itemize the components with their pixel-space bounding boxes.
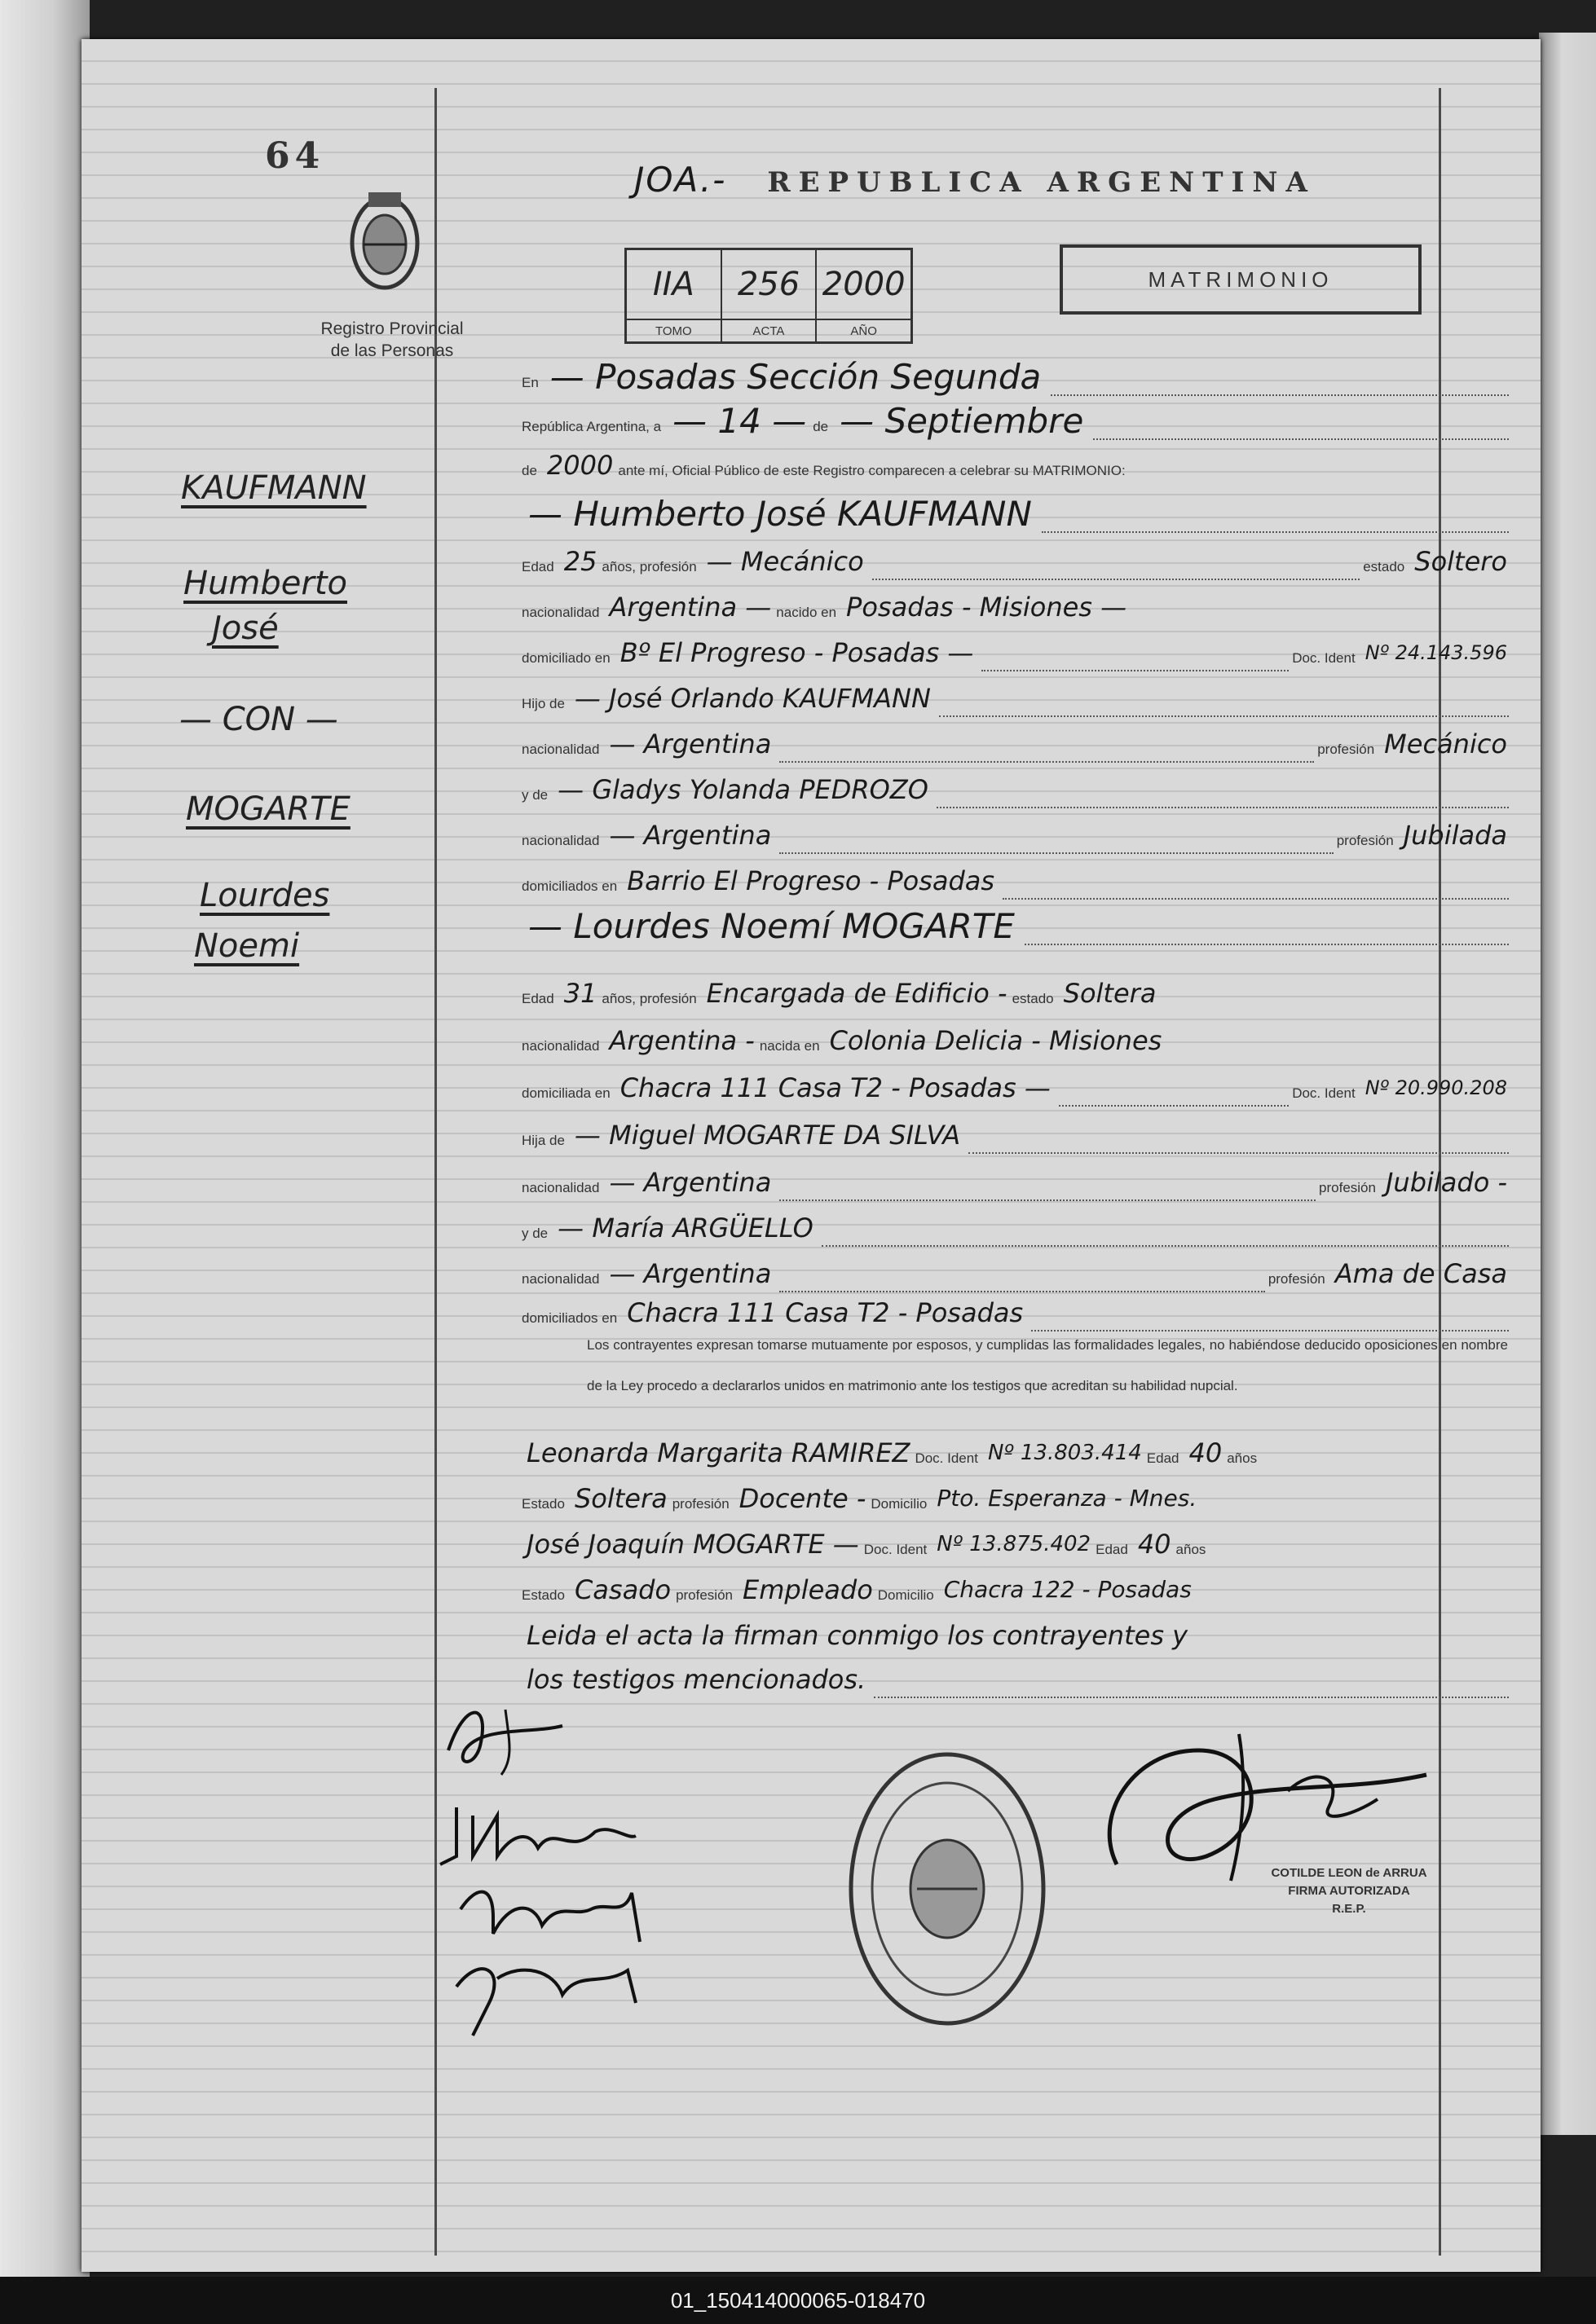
- republica-label: República Argentina, a: [522, 419, 662, 434]
- witness1-address: Pto. Esperanza - Mnes.: [937, 1485, 1197, 1512]
- row-year: [522, 447, 1512, 484]
- margin-bride-surname: MOGARTE: [186, 790, 351, 828]
- domicilio-label: Domicilio: [871, 1496, 928, 1512]
- row-bride-nationality: [522, 1022, 1512, 1059]
- row-bride-address: [522, 1069, 1512, 1107]
- footer-code: 01_150414000065-018470: [0, 2277, 1596, 2324]
- registry-line-2: de las Personas: [330, 341, 454, 360]
- witness2-address: Chacra 122 - Posadas: [943, 1576, 1192, 1603]
- bride-profession: Encargada de Edificio -: [706, 978, 1007, 1009]
- bride-doc: Nº 20.990.208: [1365, 1076, 1507, 1099]
- fill-line: [822, 1235, 1509, 1247]
- fill-line: [968, 1142, 1509, 1154]
- tomo-value: IIA: [627, 250, 721, 320]
- row-witness1: [522, 1434, 1512, 1472]
- month-value: — Septiembre: [840, 401, 1084, 441]
- row-closing-1: [522, 1617, 1512, 1654]
- margin-connector: — CON —: [179, 701, 338, 738]
- row-groom-address: [522, 634, 1512, 671]
- fill-line: [1059, 1095, 1289, 1107]
- estado-label: estado: [1363, 559, 1405, 574]
- yde-label: y de: [522, 1226, 549, 1241]
- doc-label: Doc. Ident: [915, 1450, 978, 1466]
- registry-line-1: Registro Provincial: [320, 319, 464, 338]
- domicilio-label: Domicilio: [877, 1587, 934, 1603]
- row-groom-age: [522, 543, 1512, 580]
- nacionalidad-label: nacionalidad: [522, 605, 600, 620]
- domicilio-label: domiciliado en: [522, 650, 611, 666]
- witness1-estado: Soltera: [574, 1483, 668, 1514]
- coat-of-arms-icon: [344, 186, 425, 300]
- witness2-doc: Nº 13.875.402: [937, 1532, 1091, 1556]
- margin-groom-second: José: [212, 610, 279, 647]
- row-groom-father-nat: [522, 725, 1512, 763]
- groom-mother-profession: Jubilada: [1403, 820, 1507, 851]
- margin-bride-first: Lourdes: [200, 877, 330, 914]
- witness2-estado: Casado: [574, 1574, 672, 1605]
- bride-birthplace: Colonia Delicia - Misiones: [829, 1025, 1162, 1056]
- declaration-text: Los contrayentes expresan tomarse mutuamente por esposos, y cumplidas las formalidades legales, no habiéndose deducido oposiciones en nombre de la Ley procedo a declararlos unidos en matrimonio ante los testigos que acreditan su habilidad nupcial.: [587, 1337, 1508, 1393]
- doc-label: Doc. Ident: [863, 1542, 928, 1557]
- signature-2-icon: [432, 1799, 644, 1873]
- nacionalidad-label: nacionalidad: [522, 833, 600, 848]
- groom-age: 25: [563, 546, 597, 577]
- nacionalidad-label: nacionalidad: [522, 1180, 600, 1195]
- bride-parents-address: Chacra 111 Casa T2 - Posadas: [627, 1297, 1024, 1328]
- nacido-label: nacido en: [776, 605, 837, 620]
- ano-value: 2000: [817, 250, 910, 320]
- fill-line: [937, 797, 1509, 808]
- domiciliados-label: domiciliados en: [522, 878, 618, 894]
- row-groom-mother-nat: [522, 816, 1512, 854]
- groom-father: — José Orlando KAUFMANN: [574, 683, 931, 714]
- header-title: REPUBLICA ARGENTINA: [767, 166, 1316, 199]
- profesion-label: profesión: [676, 1587, 733, 1603]
- year-value: 2000: [546, 450, 614, 481]
- register-page: [82, 39, 1541, 2272]
- bride-nationality: Argentina -: [609, 1025, 755, 1056]
- row-bride-mother-nat: [522, 1255, 1512, 1292]
- estado-label: estado: [1012, 991, 1054, 1006]
- profesion-label: profesión: [1336, 833, 1394, 848]
- year-prefix: de: [522, 463, 537, 478]
- witness2-age: 40: [1137, 1529, 1171, 1560]
- record-type-box: MATRIMONIO: [1060, 244, 1422, 315]
- profesion-label: profesión: [1319, 1180, 1376, 1195]
- profesion-label: profesión: [672, 1496, 730, 1512]
- bride-mother-nationality: — Argentina: [609, 1258, 772, 1289]
- groom-mother-nationality: — Argentina: [609, 820, 772, 851]
- fill-line: [1003, 888, 1509, 900]
- witness1-profession: Docente -: [738, 1483, 866, 1514]
- domicilio-label: domiciliada en: [522, 1085, 611, 1101]
- bride-father-profession: Jubilado -: [1385, 1167, 1507, 1198]
- anos-label: años: [1227, 1450, 1258, 1466]
- edad-label: Edad: [522, 991, 554, 1006]
- bride-father: — Miguel MOGARTE DA SILVA: [574, 1120, 961, 1151]
- closing-line-2: los testigos mencionados.: [527, 1664, 866, 1695]
- groom-father-nationality: — Argentina: [609, 728, 772, 759]
- bride-mother-profession: Ama de Casa: [1334, 1258, 1507, 1289]
- groom-parents-address: Barrio El Progreso - Posadas: [627, 865, 995, 896]
- fill-line: [1093, 429, 1509, 440]
- witness2-profession: Empleado: [743, 1574, 873, 1605]
- row-date: [522, 403, 1512, 440]
- bride-address: Chacra 111 Casa T2 - Posadas —: [619, 1072, 1051, 1103]
- groom-mother: — Gladys Yolanda PEDROZO: [558, 774, 928, 805]
- ano-cell: [817, 250, 910, 341]
- hijo-label: Hijo de: [522, 696, 565, 711]
- appear-text: ante mí, Oficial Público de este Registro comparecen a celebrar su MATRIMONIO:: [618, 463, 1126, 478]
- fill-line: [779, 843, 1333, 854]
- hija-label: Hija de: [522, 1133, 565, 1148]
- doc-label: Doc. Ident: [1292, 650, 1356, 666]
- document-header: [628, 161, 1316, 199]
- groom-address: Bº El Progreso - Posadas —: [619, 637, 974, 668]
- margin-groom-surname: KAUFMANN: [181, 469, 367, 507]
- bride-age: 31: [563, 978, 597, 1009]
- edad-label: Edad: [1096, 1542, 1128, 1557]
- witness1-age: 40: [1188, 1437, 1223, 1468]
- bride-mother: — María ARGÜELLO: [558, 1213, 813, 1243]
- fill-line: [779, 1281, 1265, 1292]
- row-witness2-detail: [522, 1571, 1512, 1609]
- fill-line: [779, 1190, 1316, 1201]
- de-label: de: [813, 419, 829, 434]
- margin-groom-first: Humberto: [183, 565, 347, 602]
- fill-line: [1051, 385, 1509, 396]
- profesion-label: profesión: [1268, 1271, 1325, 1287]
- groom-name: — Humberto José KAUFMANN: [528, 494, 1032, 534]
- profesion-label: profesión: [1317, 742, 1375, 757]
- day-value: — 14 —: [672, 401, 807, 441]
- handwritten-prefix: JOA.-: [634, 160, 727, 200]
- row-bride-father: [522, 1116, 1512, 1154]
- official-role: FIRMA AUTORIZADA: [1288, 1884, 1410, 1898]
- yde-label: y de: [522, 787, 549, 803]
- bride-father-nationality: — Argentina: [609, 1167, 772, 1198]
- estado-label: Estado: [522, 1587, 565, 1603]
- groom-father-profession: Mecánico: [1384, 728, 1507, 759]
- edad-label: Edad: [1146, 1450, 1179, 1466]
- adjacent-page-right: [1539, 33, 1596, 2135]
- anos-label: años: [1175, 1542, 1206, 1557]
- bride-name: — Lourdes Noemí MOGARTE: [528, 906, 1015, 946]
- acta-cell: [722, 250, 818, 341]
- domiciliados-label: domiciliados en: [522, 1310, 618, 1326]
- bride-estado: Soltera: [1063, 978, 1157, 1009]
- adjacent-page-left: [0, 0, 90, 2324]
- edad-label: Edad: [522, 559, 554, 574]
- witness1-doc: Nº 13.803.414: [987, 1441, 1142, 1465]
- signature-4-icon: [440, 1938, 652, 2044]
- acta-label: ACTA: [752, 324, 785, 338]
- signature-1-icon: [432, 1693, 579, 1783]
- page-number: 64: [265, 135, 325, 177]
- fill-line: [981, 660, 1289, 671]
- row-closing-2: [522, 1661, 1512, 1698]
- fill-line: [779, 751, 1314, 763]
- record-box: [624, 248, 913, 344]
- official-initials: R.E.P.: [1332, 1902, 1366, 1916]
- groom-birthplace: Posadas - Misiones —: [846, 592, 1127, 623]
- estado-label: Estado: [522, 1496, 565, 1512]
- groom-nationality: Argentina —: [609, 592, 772, 623]
- tomo-cell: [627, 250, 722, 341]
- nacida-label: nacida en: [759, 1038, 820, 1054]
- witness2-name: José Joaquín MOGARTE —: [527, 1529, 859, 1560]
- official-signature-block: [1178, 1864, 1520, 1918]
- row-place: [522, 359, 1512, 396]
- registry-name: [290, 318, 494, 362]
- row-groom-name: [522, 495, 1512, 533]
- row-groom-father: [522, 680, 1512, 717]
- anos-profesion-label: años, profesión: [602, 991, 697, 1006]
- acta-value: 256: [722, 250, 816, 320]
- fill-line: [1025, 934, 1509, 945]
- groom-doc: Nº 24.143.596: [1365, 641, 1507, 664]
- row-witness1-detail: [522, 1480, 1512, 1517]
- margin-bride-second: Noemi: [194, 927, 300, 965]
- en-label: En: [522, 375, 539, 390]
- nacionalidad-label: nacionalidad: [522, 742, 600, 757]
- fill-line: [872, 569, 1360, 580]
- groom-estado: Soltero: [1414, 546, 1507, 577]
- row-witness2: [522, 1525, 1512, 1563]
- official-stamp-icon: [844, 1746, 1052, 2031]
- fill-line: [939, 706, 1509, 717]
- row-groom-nationality: [522, 588, 1512, 626]
- nacionalidad-label: nacionalidad: [522, 1038, 600, 1054]
- row-bride-mother: [522, 1209, 1512, 1247]
- row-bride-age: [522, 975, 1512, 1012]
- row-bride-name: [522, 908, 1512, 945]
- fill-line: [874, 1687, 1509, 1698]
- ano-label: AÑO: [850, 324, 877, 338]
- place-value: — Posadas Sección Segunda: [549, 357, 1042, 397]
- row-bride-father-nat: [522, 1164, 1512, 1201]
- closing-line-1: Leida el acta la firman conmigo los contrayentes y: [527, 1620, 1188, 1651]
- row-groom-mother: [522, 771, 1512, 808]
- groom-profession: — Mecánico: [706, 546, 864, 577]
- fill-line: [1042, 522, 1509, 533]
- witness1-name: Leonarda Margarita RAMIREZ: [527, 1437, 910, 1468]
- official-name: COTILDE LEON de ARRUA: [1271, 1866, 1427, 1880]
- doc-label: Doc. Ident: [1292, 1085, 1356, 1101]
- margin-rule: [434, 88, 437, 2256]
- row-groom-parents-address: [522, 862, 1512, 900]
- anos-profesion-label: años, profesión: [602, 559, 697, 574]
- nacionalidad-label: nacionalidad: [522, 1271, 600, 1287]
- tomo-label: TOMO: [655, 324, 692, 338]
